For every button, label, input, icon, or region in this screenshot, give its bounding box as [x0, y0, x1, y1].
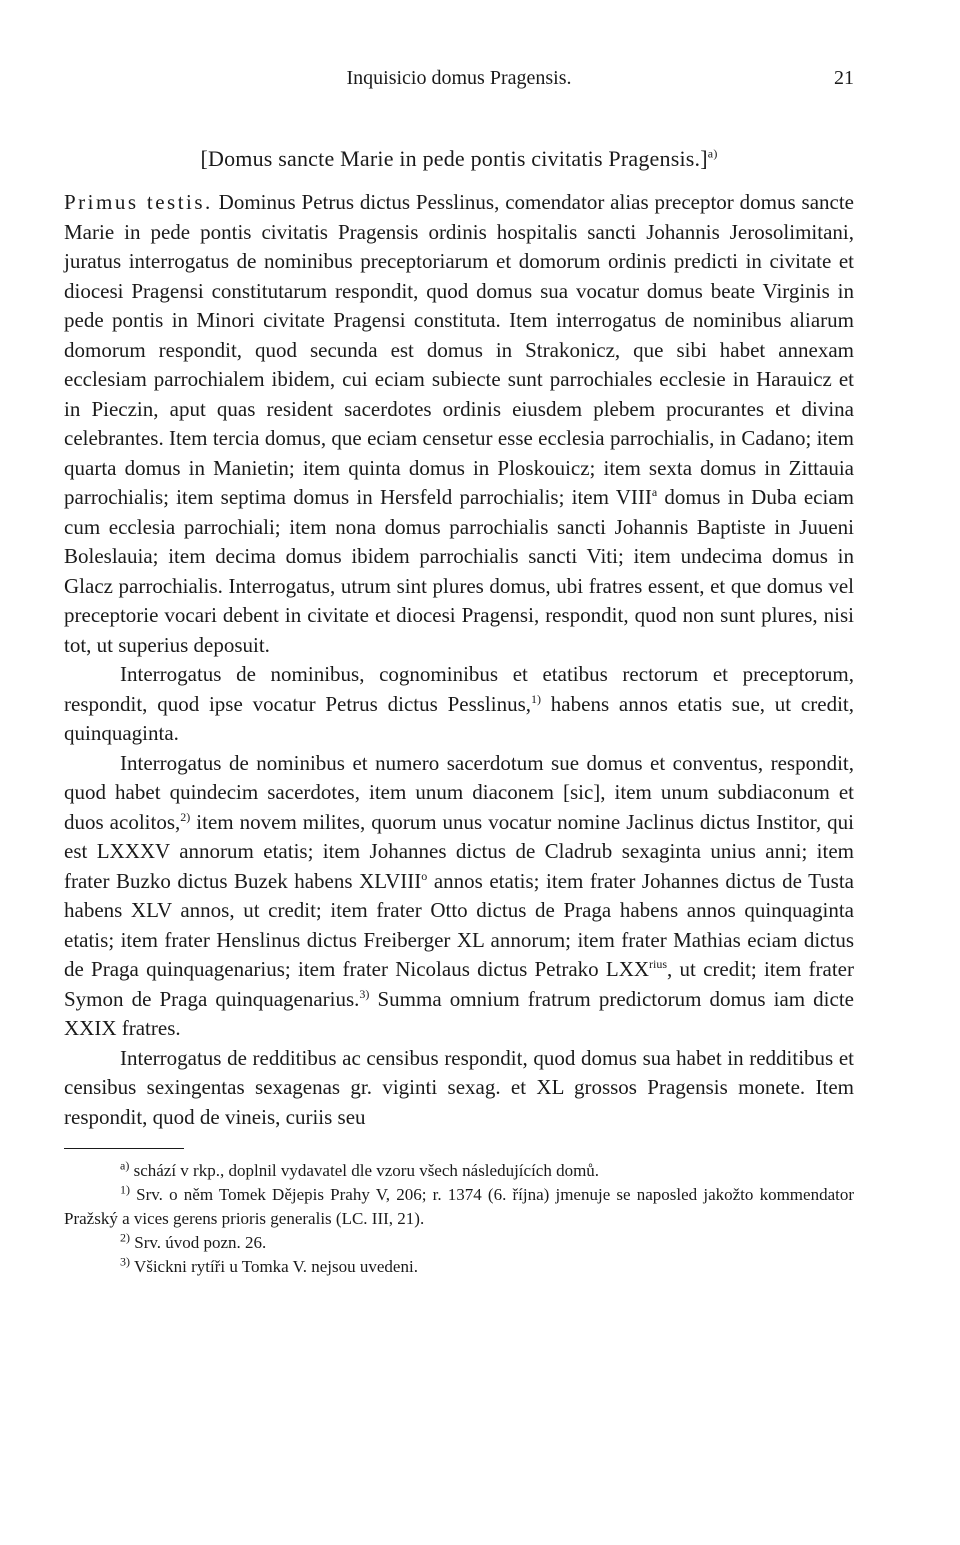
- paragraph-2-text-cont: habens annos etatis sue, ut credit, quinquaginta.: [64, 691, 854, 745]
- paragraph-1-text-cont: domus in Duba eciam cum ecclesia parrochiali; item nona domus parrochialis sancti Johannis Baptiste in Juueni Boleslauia; item decima domus ibidem parrochialis sancti Viti; item undecima domus in Glacz parrochialis. Interrogatus, utrum sint plures domus, ubi fratres essent, et que domus vel preceptorie vocari debent in civitate et diocesi Pragensi, respondit, quod non sunt plures, nisi tot, ut superius deposuit.: [64, 485, 854, 657]
- footnote-3-mark: 3): [120, 1254, 130, 1269]
- footnote-2-mark: 2): [120, 1230, 130, 1245]
- footnote-1: [64, 1183, 854, 1231]
- page-number: 21: [834, 67, 854, 89]
- footnote-1-mark: 1): [120, 1182, 130, 1197]
- footnote-a: [64, 1159, 854, 1183]
- footnote-divider: [64, 1148, 184, 1149]
- footnote-3: [64, 1255, 854, 1279]
- paragraph-3-text-cont4: Summa omnium fratrum predictorum domus iam dicte XXIX fratres.: [64, 986, 854, 1040]
- footnote-2: [64, 1231, 854, 1255]
- paragraph-2: [64, 660, 854, 749]
- superscript-rius: rius: [649, 957, 668, 971]
- footnote-ref-1[interactable]: 1): [531, 691, 542, 706]
- running-head-title: Inquisicio domus Pragensis.: [346, 67, 572, 89]
- paragraph-3-text-cont: item novem milites, quorum unus vocatur nomine Jaclinus dictus Institor, qui est LXXXV annorum etatis; item Johannes dictus de Cladrub sexaginta unius anni; item frater Buzko dictus Buzek habens XLVIII: [64, 809, 855, 893]
- running-head: [64, 58, 854, 98]
- section-title-note-mark: a): [707, 146, 718, 161]
- footnote-3-text: Všickni rytíři u Tomka V. nejsou uvedeni.: [130, 1257, 418, 1276]
- paragraph-4-text: Interrogatus de redditibus ac censibus respondit, quod domus sua habet in redditibus et censibus sexingentas sexagenas gr. viginti sexag. et XL grossos Pragensis monete. Item respondit, quod de vineis, curiis seu: [64, 1045, 854, 1129]
- footnote-a-mark: a): [120, 1158, 130, 1173]
- paragraph-1: [64, 188, 854, 660]
- paragraph-3-text-cont3: , ut credit; item frater Symon de Praga quinquagenarius.: [64, 957, 854, 1011]
- footnote-2-text: Srv. úvod pozn. 26.: [130, 1233, 267, 1252]
- body-text: [64, 188, 854, 1132]
- witness-label: Primus testis.: [64, 190, 213, 214]
- paragraph-4: [64, 1044, 854, 1133]
- section-title: [64, 144, 854, 174]
- footnotes: [64, 1159, 854, 1279]
- paragraph-3-text: Interrogatus de nominibus et numero sacerdotum sue domus et conventus, respondit, quod habet quindecim sacerdotes, item unum diaconem [sic], item unum subdiaconum et duos acolitos,: [64, 750, 854, 834]
- paragraph-3: [64, 749, 854, 1044]
- footnote-1-text: Srv. o něm Tomek Dějepis Prahy V, 206; r. 1374 (6. října) jmenuje se naposled jakožto kommendator Pražský a vices gerens prioris generalis (LC. III, 21).: [64, 1185, 854, 1228]
- superscript-a: a: [651, 485, 658, 499]
- document-page: [64, 58, 854, 1279]
- paragraph-3-text-cont2: annos etatis; item frater Johannes dictus de Tusta habens XLV annos, ut credit; item frater Otto dictus de Praga habens annos quinquaginta etatis; item frater Henslinus dictus Freiberger XL annorum; item frater Mathias eciam dictus de Praga quinquagenarius; item frater Nicolaus dictus Petrako LXX: [64, 868, 854, 981]
- superscript-o: o: [421, 868, 428, 883]
- footnote-ref-3[interactable]: 3): [359, 986, 370, 1001]
- paragraph-2-text: Interrogatus de nominibus, cognominibus et etatibus rectorum et preceptorum, respondit, quod ipse vocatur Petrus dictus Pesslinus,: [64, 662, 854, 716]
- footnote-ref-2[interactable]: 2): [180, 809, 191, 824]
- paragraph-1-text: Dominus Petrus dictus Pesslinus, comendator alias preceptor domus sancte Marie in pede pontis civitatis Pragensis ordinis hospitalis sancti Johannis Jerosolimitani, juratus interrogatus de nominibus preceptoriarum et domorum ordinis predicti in civitate et diocesi Pragensi constitutarum respondit, quod domus sua vocatur domus beate Virginis in pede pontis in Minori civitate Pragensi constituta. Item interrogatus de nominibus aliarum domorum respondit, quod secunda est domus in Strakonicz, que sibi habet annexam ecclesiam parrochialem ibidem, cui eciam subiecte sunt parrochiales ecclesie in Harauicz et in Pieczin, aput quas resident sacerdotes ordinis eiusdem plebem procurantes et divina celebrantes. Item tercia domus, que eciam censetur esse ecclesia parrochialis, in Cadano; item quarta domus in Manietin; item quinta domus in Ploskouicz; item sexta domus in Zittauia parrochialis; item septima domus in Hersfeld parrochialis; item VIII: [64, 190, 854, 509]
- footnote-a-text: schází v rkp., doplnil vydavatel dle vzoru všech následujících domů.: [129, 1161, 600, 1180]
- section-title-text: [Domus sancte Marie in pede pontis civitatis Pragensis.]: [200, 146, 708, 171]
